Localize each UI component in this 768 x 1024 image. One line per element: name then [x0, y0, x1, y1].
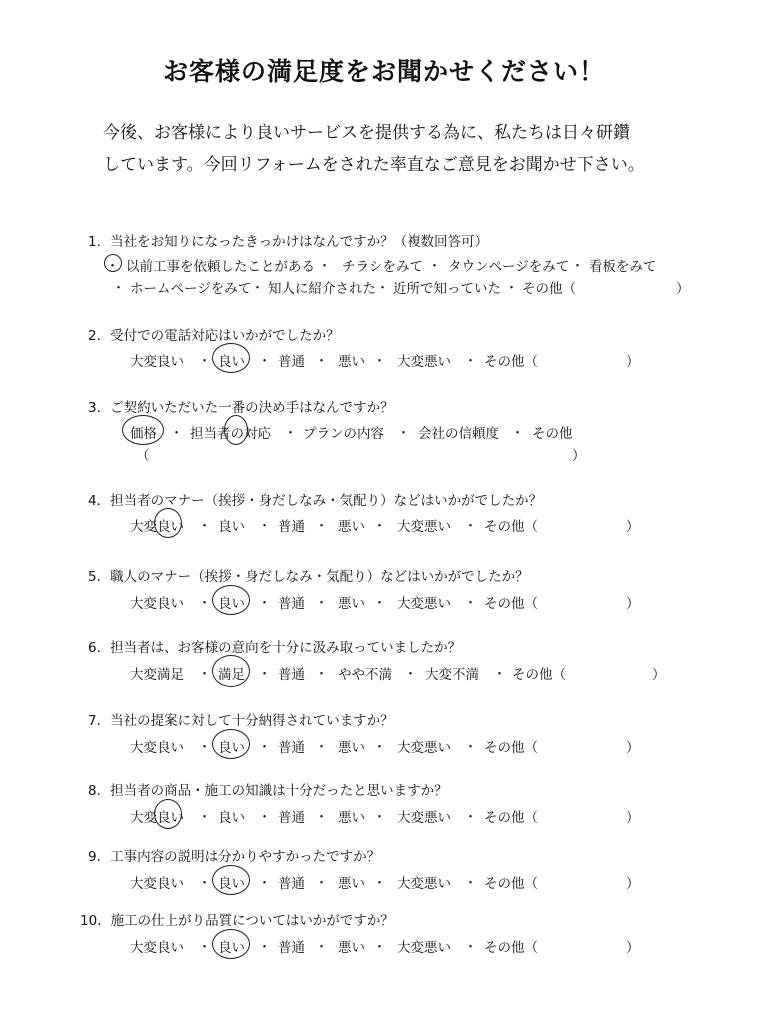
other-close: ） — [626, 740, 640, 756]
answer-circle — [212, 585, 250, 615]
other-close: ） — [626, 940, 640, 956]
option-bad[interactable]: 悪い — [338, 596, 365, 612]
separator: ・ — [258, 354, 272, 369]
separator: ・ — [464, 354, 478, 369]
separator: ・ — [315, 810, 329, 825]
separator: ・ — [428, 259, 442, 274]
q1-bullet: ・ — [112, 281, 126, 296]
question-9: 9．工事内容の説明は分かりやすかったですか？ — [88, 849, 381, 865]
option-very-good[interactable]: 大変良い — [130, 876, 184, 892]
separator: ・ — [198, 354, 212, 369]
option-normal[interactable]: 普通 — [278, 596, 305, 612]
page-title: お客様の満足度をお聞かせください！ — [162, 57, 605, 86]
other-close: ） — [626, 876, 640, 892]
separator: ・ — [315, 519, 329, 534]
option-plan-content[interactable]: プランの内容 — [303, 426, 384, 442]
question-2: 2．受付での電話対応はいかがでしたか？ — [88, 328, 340, 344]
option-good[interactable]: 良い — [218, 810, 245, 826]
other-close: ） — [626, 596, 640, 612]
option-normal[interactable]: 普通 — [278, 519, 305, 535]
option-good[interactable]: 良い — [218, 740, 245, 756]
separator: ・ — [464, 810, 478, 825]
option-very-good[interactable]: 大変良い — [130, 740, 184, 756]
question-6: 6．担当者は、お客様の意向を十分に汲み取っていましたか？ — [88, 640, 462, 656]
separator: ・ — [571, 259, 585, 274]
separator: ・ — [198, 740, 212, 755]
option-bad[interactable]: 悪い — [338, 740, 365, 756]
answer-circle — [212, 655, 250, 687]
option-good[interactable]: 良い — [218, 876, 245, 892]
option-other[interactable]: その他（ — [484, 740, 538, 756]
option-good[interactable]: 良い — [218, 940, 245, 956]
separator: ・ — [464, 740, 478, 755]
option-normal[interactable]: 普通 — [278, 354, 305, 370]
option-very-bad[interactable]: 大変悪い — [397, 876, 451, 892]
separator: ・ — [170, 426, 184, 441]
answer-circle — [212, 729, 250, 759]
intro-line-1: 今後、お客様により良いサービスを提供する為に、私たちは日々研鑽 — [103, 123, 630, 143]
question-4: 4．担当者のマナー（挨拶・身だしなみ・気配り）などはいかがでしたか？ — [88, 493, 543, 509]
separator: ・ — [505, 281, 519, 296]
option-other[interactable]: その他 — [532, 426, 573, 442]
q1-option[interactable]: 以前工事を依頼したことがある — [126, 259, 315, 275]
separator: ・ — [198, 940, 212, 955]
option-other[interactable]: その他（ — [484, 810, 538, 826]
option-very-bad[interactable]: 大変悪い — [397, 810, 451, 826]
intro-line-2: しています。今回リフォームをされた率直なご意見をお聞かせ下さい。 — [103, 155, 645, 175]
option-good[interactable]: 良い — [218, 519, 245, 535]
separator: ・ — [258, 876, 272, 891]
separator: ・ — [464, 519, 478, 534]
separator: ・ — [404, 667, 418, 682]
separator: ・ — [258, 596, 272, 611]
separator: ・ — [464, 876, 478, 891]
option-other[interactable]: その他（ — [484, 940, 538, 956]
answer-circle — [212, 343, 250, 373]
separator: ・ — [373, 519, 387, 534]
separator: ・ — [373, 740, 387, 755]
option-bad[interactable]: 悪い — [338, 354, 365, 370]
option-very-dissatisfied[interactable]: 大変不満 — [425, 667, 479, 683]
q1-option[interactable]: 看板をみて — [589, 259, 657, 275]
q1-option[interactable]: 知人に紹介された — [268, 281, 376, 297]
answer-circle — [224, 415, 248, 445]
q1-bullet: ・ — [106, 259, 120, 274]
question-3: 3．ご契約いただいた一番の決め手はなんですか？ — [88, 400, 394, 416]
separator: ・ — [376, 281, 390, 296]
option-very-good[interactable]: 大変良い — [130, 596, 184, 612]
answer-circle — [122, 415, 164, 445]
option-very-good[interactable]: 大変良い — [130, 519, 184, 535]
option-good[interactable]: 良い — [218, 354, 245, 370]
question-1: 1．当社をお知りになったきっかけはなんですか？（複数回答可） — [88, 234, 489, 250]
q1-option[interactable]: タウンページをみて — [448, 259, 570, 275]
separator: ・ — [251, 281, 265, 296]
q1-option[interactable]: ホームページをみて — [130, 281, 252, 297]
option-very-bad[interactable]: 大変悪い — [397, 519, 451, 535]
other-close: ） — [572, 448, 586, 464]
option-normal[interactable]: 普通 — [278, 740, 305, 756]
q1-option[interactable]: チラシをみて — [342, 259, 423, 275]
separator: ・ — [258, 667, 272, 682]
option-very-bad[interactable]: 大変悪い — [397, 354, 451, 370]
option-company-trust[interactable]: 会社の信頼度 — [418, 426, 499, 442]
answer-circle — [212, 865, 250, 895]
separator: ・ — [373, 596, 387, 611]
option-other[interactable]: その他（ — [484, 354, 538, 370]
question-10: 10．施工の仕上がり品質についてはいかがですか？ — [80, 913, 394, 929]
option-very-good[interactable]: 大変良い — [130, 940, 184, 956]
other-close: ） — [626, 810, 640, 826]
separator: ・ — [315, 667, 329, 682]
q1-option[interactable]: その他（ — [522, 281, 576, 297]
option-other[interactable]: その他（ — [484, 876, 538, 892]
option-normal[interactable]: 普通 — [278, 810, 305, 826]
answer-circle — [154, 508, 182, 538]
separator: ・ — [258, 940, 272, 955]
separator: ・ — [315, 354, 329, 369]
separator: ・ — [198, 519, 212, 534]
separator: ・ — [464, 596, 478, 611]
q1-option[interactable]: 近所で知っていた — [393, 281, 501, 297]
separator: ・ — [493, 667, 507, 682]
q1-other-close: ） — [676, 281, 690, 297]
option-bad[interactable]: 悪い — [338, 519, 365, 535]
question-8: 8．担当者の商品・施工の知識は十分だったと思いますか？ — [88, 783, 448, 799]
separator: ・ — [258, 810, 272, 825]
option-bad[interactable]: 悪い — [338, 810, 365, 826]
separator: ・ — [258, 740, 272, 755]
option-normal[interactable]: 普通 — [278, 940, 305, 956]
option-other[interactable]: その他（ — [484, 596, 538, 612]
separator: ・ — [373, 940, 387, 955]
separator: ・ — [397, 426, 411, 441]
separator: ・ — [315, 876, 329, 891]
separator: ・ — [318, 259, 332, 274]
option-very-good[interactable]: 大変良い — [130, 810, 184, 826]
separator: ・ — [315, 940, 329, 955]
separator: ・ — [198, 810, 212, 825]
other-open: （ — [136, 448, 150, 464]
option-somewhat-dissatisfied[interactable]: やや不満 — [338, 667, 392, 683]
option-very-bad[interactable]: 大変悪い — [397, 740, 451, 756]
separator: ・ — [511, 426, 525, 441]
answer-circle — [104, 254, 122, 272]
separator: ・ — [198, 596, 212, 611]
separator: ・ — [373, 876, 387, 891]
other-close: ） — [626, 354, 640, 370]
option-other[interactable]: その他（ — [512, 667, 566, 683]
option-normal[interactable]: 普通 — [278, 667, 305, 683]
separator: ・ — [464, 940, 478, 955]
answer-circle — [212, 929, 250, 959]
option-price[interactable]: 価格 — [130, 426, 157, 442]
option-other[interactable]: その他（ — [484, 519, 538, 535]
option-very-satisfied[interactable]: 大変満足 — [130, 667, 184, 683]
separator: ・ — [198, 667, 212, 682]
separator: ・ — [198, 876, 212, 891]
option-very-bad[interactable]: 大変悪い — [397, 596, 451, 612]
separator: ・ — [373, 354, 387, 369]
separator: ・ — [284, 426, 298, 441]
other-close: ） — [652, 667, 666, 683]
option-bad[interactable]: 悪い — [338, 876, 365, 892]
other-close: ） — [626, 519, 640, 535]
option-good[interactable]: 良い — [218, 596, 245, 612]
option-very-good[interactable]: 大変良い — [130, 354, 184, 370]
question-7: 7．当社の提案に対して十分納得されていますか？ — [88, 713, 394, 729]
separator: ・ — [258, 519, 272, 534]
answer-circle — [154, 799, 182, 829]
separator: ・ — [373, 810, 387, 825]
separator: ・ — [315, 596, 329, 611]
separator: ・ — [315, 740, 329, 755]
option-satisfied[interactable]: 満足 — [218, 667, 245, 683]
option-staff-response[interactable]: 担当者の対応 — [190, 426, 271, 442]
option-normal[interactable]: 普通 — [278, 876, 305, 892]
option-very-bad[interactable]: 大変悪い — [397, 940, 451, 956]
question-5: 5．職人のマナー（挨拶・身だしなみ・気配り）などはいかがでしたか？ — [88, 569, 529, 585]
option-bad[interactable]: 悪い — [338, 940, 365, 956]
